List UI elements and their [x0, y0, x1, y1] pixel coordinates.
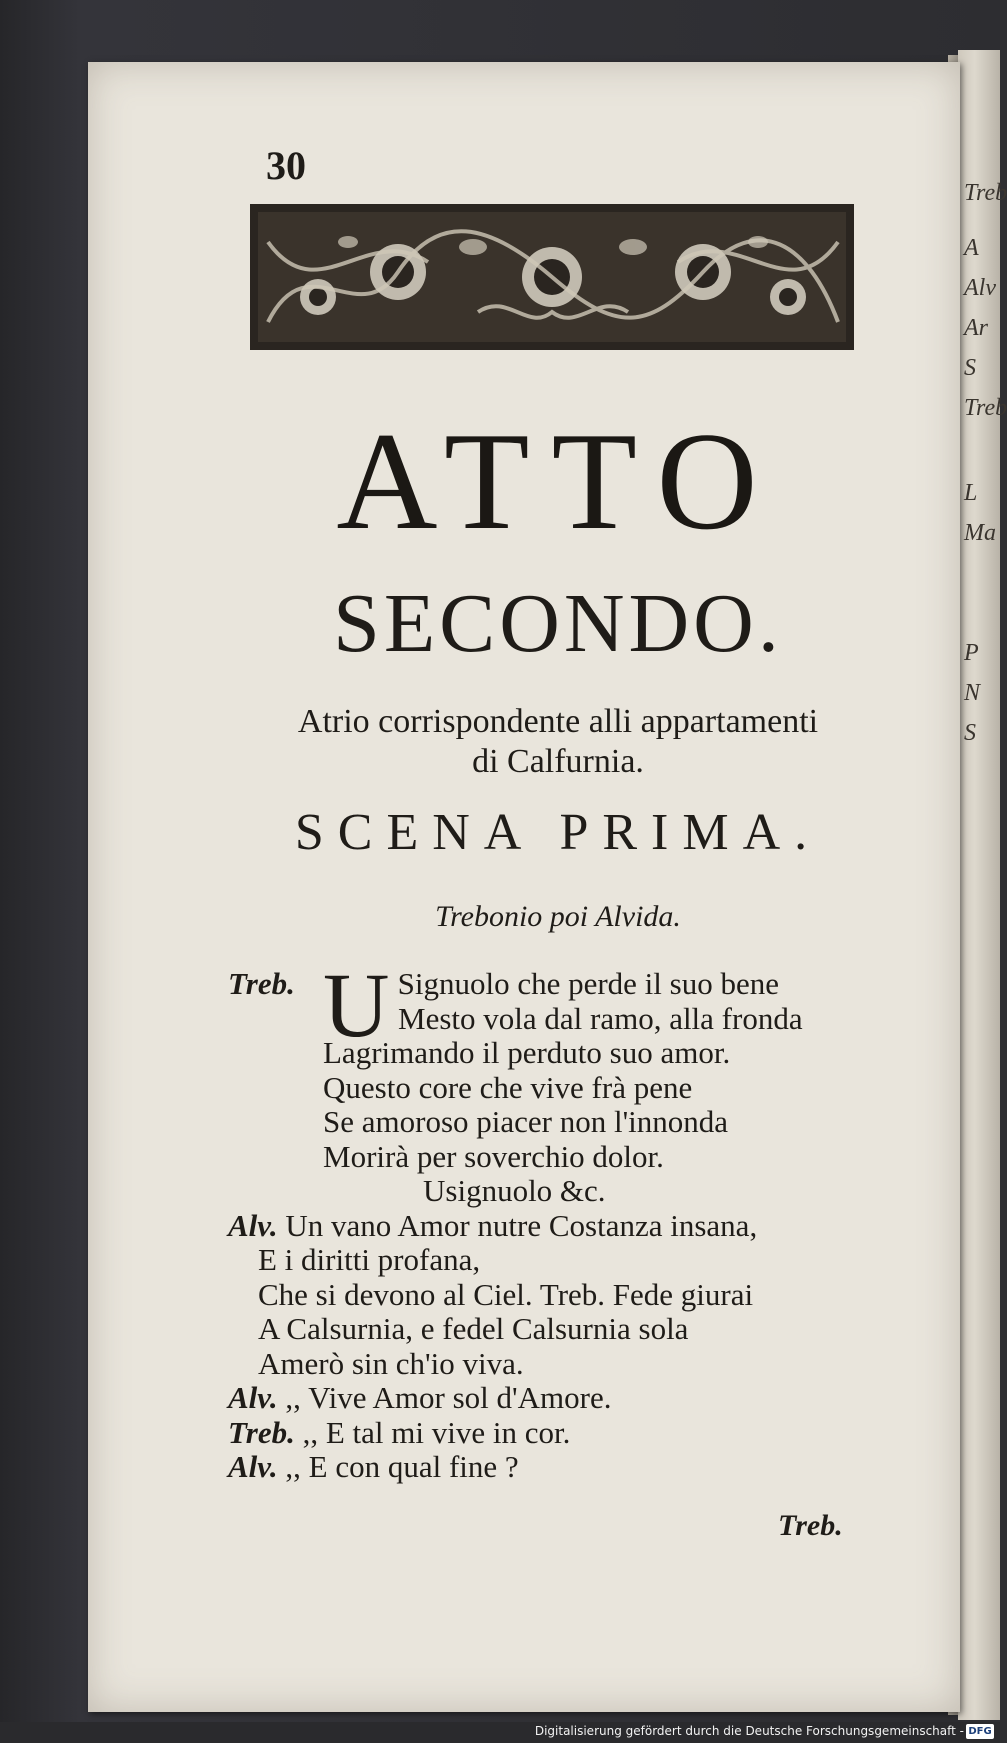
verse-text: Lagrimando il perduto suo amor. [323, 1035, 731, 1070]
facing-page-fragment: Ar [964, 315, 988, 341]
facing-page-fragment: N [964, 680, 981, 706]
facing-page-fragment: A [964, 235, 979, 261]
verse-text: Questo core che vive frà pene [323, 1069, 693, 1105]
verse-line [228, 1243, 968, 1278]
verse-line [228, 1312, 968, 1347]
act-subtitle: SECONDO. [333, 577, 783, 670]
verse-line [228, 1140, 968, 1175]
speaker: Treb. [228, 1414, 295, 1450]
dfg-logo: DFG [966, 1724, 994, 1739]
verse-line [228, 1105, 968, 1140]
verse-text: ,, E con qual fine ? [285, 1449, 519, 1484]
verse-block [228, 954, 968, 1485]
verse-text: A Calsurnia, e fedel Calsurnia sola [258, 1311, 689, 1346]
verse-line [228, 1381, 968, 1416]
scene-title: SCENA PRIMA. [294, 804, 822, 861]
verse-text: E i diritti profana, [258, 1242, 481, 1277]
footer-credit: Digitalisierung gefördert durch die Deutsche Forschungsgemeinschaft - [534, 1724, 964, 1738]
verse-text: ,, E tal mi vive in cor. [302, 1414, 571, 1450]
setting-line: di Calfurnia. [472, 743, 644, 780]
ornamental-headpiece [248, 202, 856, 352]
scene-characters: Trebonio poi Alvida. [435, 900, 681, 933]
verse-text: Un vano Amor nutre Costanza insana, [285, 1207, 758, 1243]
facing-page-fragment: L [964, 480, 978, 506]
book-page [88, 62, 960, 1712]
verse-text: ,, Vive Amor sol d'Amore. [285, 1380, 612, 1415]
setting-description [228, 702, 888, 782]
verse-line [228, 1450, 968, 1485]
page-number: 30 [266, 143, 306, 188]
verse-line [228, 1347, 968, 1382]
facing-page-fragment: Treb [964, 395, 1007, 421]
facing-page-fragment: Ma [964, 520, 996, 546]
facing-page-fragment: S [964, 355, 976, 381]
verse-text: Amerò sin ch'io viva. [258, 1345, 524, 1381]
act-title: ATTO [336, 404, 780, 559]
verse-line [228, 1071, 968, 1106]
verse-line [228, 1002, 968, 1037]
verse-text: Mesto vola dal ramo, alla fronda [398, 1000, 803, 1036]
catchword: Treb. [778, 1509, 843, 1542]
verse-line [228, 1174, 968, 1209]
verse-line [228, 1278, 968, 1313]
verse-line [228, 1209, 968, 1244]
speaker: Alv. [228, 1449, 278, 1484]
speaker: Treb. [228, 966, 295, 1001]
facing-page-fragment: P [964, 640, 979, 666]
speaker: Alv. [228, 1380, 278, 1415]
verse-text: Che si devono al Ciel. Treb. Fede giurai [258, 1276, 754, 1312]
verse-text: Usignuolo &c. [423, 1173, 606, 1208]
drop-capital: U [323, 954, 390, 1056]
verse-text: Signuolo che perde il suo bene [397, 966, 779, 1001]
verse-text: Se amoroso piacer non l'innonda [323, 1104, 729, 1139]
facing-page-fragment: Alv [964, 275, 996, 301]
speaker: Alv. [228, 1207, 278, 1243]
facing-page-fragment: S [964, 720, 976, 746]
facing-page-fragment: Treb [964, 180, 1007, 206]
verse-text: Morirà per soverchio dolor. [323, 1138, 664, 1174]
verse-line [228, 1416, 968, 1451]
setting-line: Atrio corrispondente alli appartamenti [297, 703, 819, 740]
verse-line [228, 1036, 968, 1071]
